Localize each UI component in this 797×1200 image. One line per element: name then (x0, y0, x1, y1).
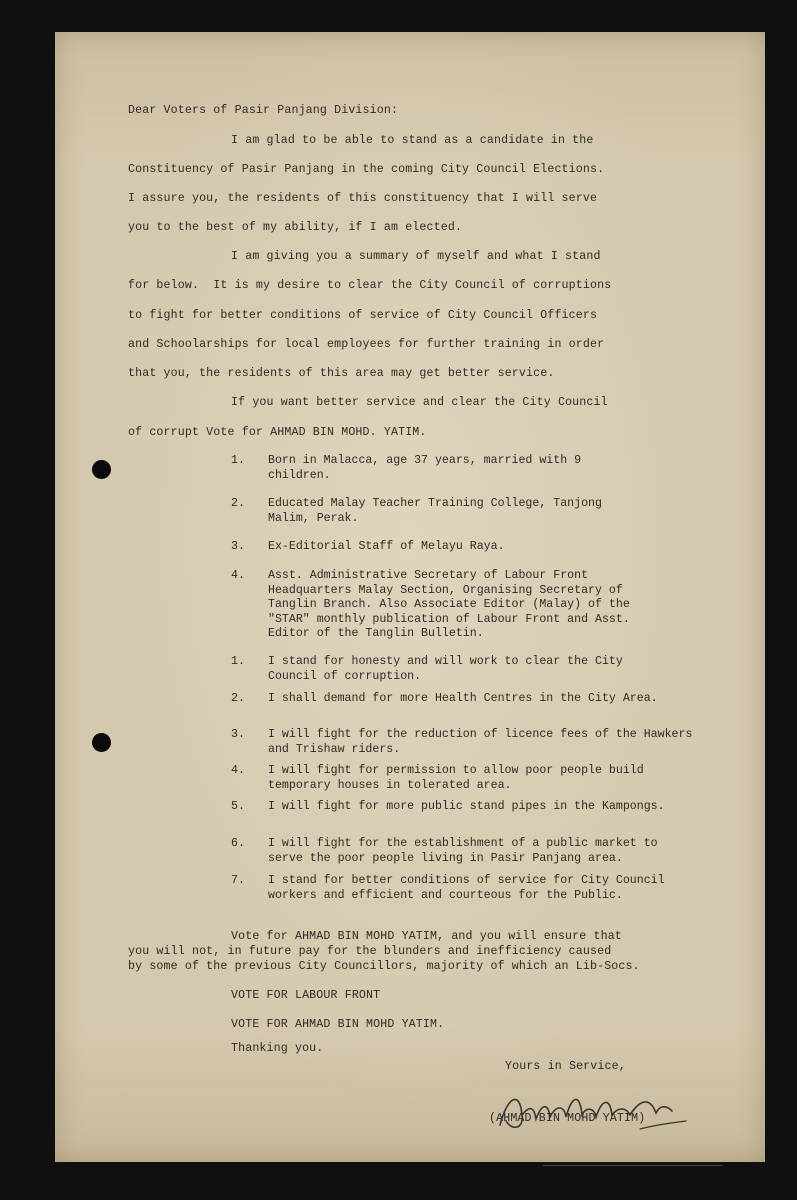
closing-line: by some of the previous City Councillors, majority of which an Lib-Socs. (128, 960, 640, 973)
bio-item-number: 4. (231, 569, 245, 582)
pledge-item-text: I shall demand for more Health Centres in the City Area. (268, 692, 658, 705)
letter-page (55, 32, 765, 1162)
paragraph2-line: to fight for better conditions of service of City Council Officers (128, 309, 598, 322)
pledge-item-text: I will fight for permission to allow poor people build temporary houses in tolerated area. (268, 764, 644, 792)
paragraph2-line: for below. It is my desire to clear the City Council of corruptions (128, 279, 612, 292)
bio-item-text: Born in Malacca, age 37 years, married with 9 children. (268, 454, 582, 482)
paragraph1-line: you to the best of my ability, if I am elected. (128, 221, 463, 234)
paragraph1-line: Constituency of Pasir Panjang in the coming City Council Elections. (128, 163, 605, 176)
pledge-item-number: 5. (231, 800, 245, 813)
signature-underline (543, 1165, 723, 1166)
paragraph1-line: I assure you, the residents of this constituency that I will serve (128, 192, 598, 205)
yours-in-service: Yours in Service, (505, 1060, 626, 1073)
vote-candidate: VOTE FOR AHMAD BIN MOHD YATIM. (231, 1018, 445, 1031)
pledge-item-number: 3. (231, 728, 245, 741)
pledge-item-number: 1. (231, 655, 245, 668)
paragraph2-line: that you, the residents of this area may get better service. (128, 367, 555, 380)
punch-hole-top (92, 460, 111, 479)
handwritten-signature (490, 1085, 690, 1137)
paragraph1-line: I am glad to be able to stand as a candidate in the (231, 134, 594, 147)
paragraph2-line: and Schoolarships for local employees for further training in order (128, 338, 605, 351)
salutation: Dear Voters of Pasir Panjang Division: (128, 104, 399, 117)
thanks: Thanking you. (231, 1042, 324, 1055)
pledge-item-number: 4. (231, 764, 245, 777)
bio-item-text: Asst. Administrative Secretary of Labour Front Headquarters Malay Section, Organising Secretary of Tanglin Branch. Also Associate Editor (Malay) of the "STAR" monthly publication of Labour Front and Asst. Editor of the Tanglin Bulletin. (268, 569, 630, 640)
pledge-item-text: I will fight for the establishment of a public market to serve the poor people living in Pasir Panjang area. (268, 837, 658, 865)
pledge-item-text: I stand for better conditions of service for City Council workers and efficient and courteous for the Public. (268, 874, 665, 902)
paragraph3-line: of corrupt Vote for AHMAD BIN MOHD. YATIM. (128, 426, 427, 439)
vote-labour-front: VOTE FOR LABOUR FRONT (231, 989, 381, 1002)
bio-item-number: 2. (231, 497, 245, 510)
pledge-item-number: 7. (231, 874, 245, 887)
paragraph3-line: If you want better service and clear the City Council (231, 396, 608, 409)
paragraph2-line: I am giving you a summary of myself and what I stand (231, 250, 601, 263)
bio-item-text: Educated Malay Teacher Training College, Tanjong Malim, Perak. (268, 497, 602, 525)
bio-item-number: 1. (231, 454, 245, 467)
pledge-item-number: 6. (231, 837, 245, 850)
signatory-name: (AHMAD BIN MOHD YATIM) (489, 1112, 646, 1125)
bio-item-text: Ex-Editorial Staff of Melayu Raya. (268, 540, 505, 553)
pledge-item-number: 2. (231, 692, 245, 705)
closing-line: you will not, in future pay for the blunders and inefficiency caused (128, 945, 612, 958)
pledge-item-text: I will fight for more public stand pipes in the Kampongs. (268, 800, 665, 813)
pledge-item-text: I stand for honesty and will work to clear the City Council of corruption. (268, 655, 623, 683)
bio-item-number: 3. (231, 540, 245, 553)
pledge-item-text: I will fight for the reduction of licence fees of the Hawkers and Trishaw riders. (268, 728, 693, 756)
closing-line: Vote for AHMAD BIN MOHD YATIM, and you will ensure that (231, 930, 622, 943)
punch-hole-bottom (92, 733, 111, 752)
